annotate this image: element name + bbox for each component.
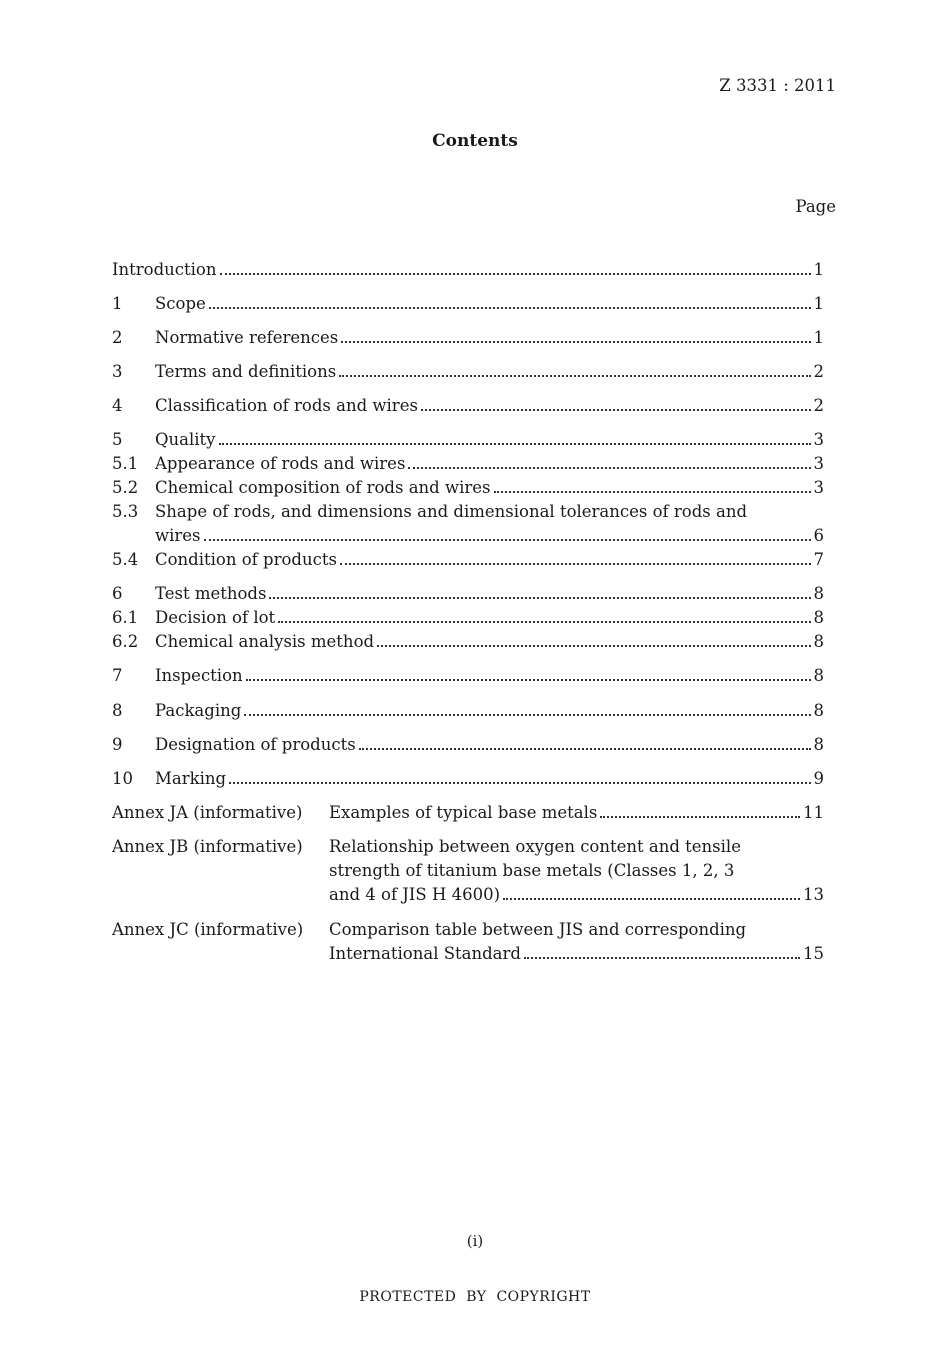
toc-entry-designation[interactable] bbox=[112, 733, 824, 757]
leader-dots bbox=[269, 597, 810, 599]
leader-dots bbox=[600, 816, 800, 818]
toc-entry-page: 3 bbox=[813, 478, 824, 497]
toc-entry-number: 5.3 bbox=[112, 502, 139, 521]
toc-entry-text: Appearance of rods and wires bbox=[155, 454, 406, 473]
toc-annex-ja[interactable] bbox=[112, 801, 824, 825]
leader-dots bbox=[421, 409, 811, 411]
toc-entry-page: 8 bbox=[813, 632, 824, 651]
toc-entry-scope[interactable] bbox=[112, 292, 824, 316]
leader-dots bbox=[246, 679, 811, 681]
leader-dots bbox=[229, 782, 810, 784]
toc-entry-number: 10 bbox=[112, 769, 133, 788]
toc-annex-jc[interactable] bbox=[112, 918, 824, 966]
toc-entry-page: 8 bbox=[813, 701, 824, 720]
toc-entry-text: Normative references bbox=[155, 328, 339, 347]
toc-entry-chemical-composition[interactable] bbox=[112, 476, 824, 500]
leader-dots bbox=[244, 714, 810, 716]
toc-entry-shape-dimensions[interactable] bbox=[112, 500, 824, 548]
page-title: Contents bbox=[432, 131, 518, 151]
toc-entry-number: 8 bbox=[112, 701, 123, 720]
copyright-notice: PROTECTED BY COPYRIGHT bbox=[359, 1289, 591, 1305]
annex-title: Relationship between oxygen content and tensile bbox=[329, 837, 741, 856]
annex-title-continued: and 4 of JIS H 4600) bbox=[329, 885, 501, 904]
toc-entry-classification[interactable] bbox=[112, 394, 824, 418]
toc-entry-text: Classification of rods and wires bbox=[155, 396, 418, 415]
toc-entry-appearance[interactable] bbox=[112, 452, 824, 476]
annex-title: Comparison table between JIS and corresponding bbox=[329, 920, 747, 939]
toc-entry-page: 2 bbox=[813, 396, 824, 415]
toc-entry-inspection[interactable] bbox=[112, 664, 824, 688]
annex-page: 11 bbox=[803, 803, 824, 822]
toc-entry-number: 6.1 bbox=[112, 608, 139, 627]
leader-dots bbox=[524, 957, 800, 959]
annex-page: 15 bbox=[803, 944, 824, 963]
toc-entry-number: 7 bbox=[112, 666, 123, 685]
page-column-label: Page bbox=[795, 197, 836, 216]
toc-entry-number: 4 bbox=[112, 396, 123, 415]
toc-entry-number: 6.2 bbox=[112, 632, 139, 651]
toc-entry-decision-of-lot[interactable] bbox=[112, 606, 824, 630]
toc-entry-text: Shape of rods, and dimensions and dimensional tolerances of rods and bbox=[155, 502, 748, 521]
toc-entry-normative-references[interactable] bbox=[112, 326, 824, 350]
toc-entry-text: Designation of products bbox=[155, 735, 356, 754]
toc-entry-condition-of-products[interactable] bbox=[112, 548, 824, 572]
toc-entry-chemical-analysis[interactable] bbox=[112, 630, 824, 654]
toc-entry-page: 2 bbox=[813, 362, 824, 381]
annex-label: Annex JC (informative) bbox=[112, 920, 304, 939]
toc-entry-page: 3 bbox=[813, 454, 824, 473]
toc-entry-text: Inspection bbox=[155, 666, 243, 685]
toc-entry-text: Test methods bbox=[155, 584, 267, 603]
toc-entry-marking[interactable] bbox=[112, 767, 824, 791]
toc-entry-quality[interactable] bbox=[112, 428, 824, 452]
leader-dots bbox=[220, 273, 811, 275]
toc-entry-packaging[interactable] bbox=[112, 699, 824, 723]
leader-dots bbox=[278, 621, 810, 623]
annex-label: Annex JA (informative) bbox=[112, 803, 303, 822]
toc-annex-jb[interactable] bbox=[112, 835, 824, 907]
toc-entry-text: Scope bbox=[155, 294, 206, 313]
annex-page: 13 bbox=[803, 885, 824, 904]
toc-entry-text: Chemical analysis method bbox=[155, 632, 375, 651]
toc-entry-page: 1 bbox=[813, 294, 824, 313]
toc-entry-text: Decision of lot bbox=[155, 608, 276, 627]
toc-entry-page: 3 bbox=[813, 430, 824, 449]
toc-entry-number: 5.1 bbox=[112, 454, 139, 473]
toc-entry-number: 2 bbox=[112, 328, 123, 347]
annex-title-continued: strength of titanium base metals (Classes 1, 2, 3 bbox=[329, 861, 735, 880]
toc-entry-page: 8 bbox=[813, 666, 824, 685]
toc-entry-test-methods[interactable] bbox=[112, 582, 824, 606]
toc-entry-text: Terms and definitions bbox=[155, 362, 337, 381]
annex-title-continued: International Standard bbox=[329, 944, 521, 963]
annex-label: Annex JB (informative) bbox=[112, 837, 303, 856]
toc-entry-number: 5.4 bbox=[112, 550, 139, 569]
leader-dots bbox=[340, 563, 811, 565]
toc-entry-page: 9 bbox=[813, 769, 824, 788]
leader-dots bbox=[359, 748, 811, 750]
page-number: (i) bbox=[466, 1232, 484, 1250]
toc-entry-number: 5 bbox=[112, 430, 123, 449]
toc-entry-page: 1 bbox=[813, 328, 824, 347]
leader-dots bbox=[503, 898, 800, 900]
toc-entry-page: 8 bbox=[813, 608, 824, 627]
leader-dots bbox=[341, 341, 810, 343]
toc-entry-number: 1 bbox=[112, 294, 123, 313]
leader-dots bbox=[339, 375, 810, 377]
leader-dots bbox=[219, 443, 811, 445]
toc-entry-page: 8 bbox=[813, 735, 824, 754]
toc-entry-introduction[interactable] bbox=[112, 258, 824, 282]
leader-dots bbox=[209, 307, 811, 309]
leader-dots bbox=[408, 467, 810, 469]
toc-entry-page: 7 bbox=[813, 550, 824, 569]
toc-entry-text-continued: wires bbox=[155, 526, 201, 545]
toc-entry-terms-and-definitions[interactable] bbox=[112, 360, 824, 384]
toc-entry-text: Packaging bbox=[155, 701, 242, 720]
toc-entry-text: Chemical composition of rods and wires bbox=[155, 478, 491, 497]
toc-entry-number: 5.2 bbox=[112, 478, 139, 497]
toc-entry-page: 8 bbox=[813, 584, 824, 603]
leader-dots bbox=[494, 491, 811, 493]
toc-entry-number: 3 bbox=[112, 362, 123, 381]
toc-entry-number: 6 bbox=[112, 584, 123, 603]
leader-dots bbox=[204, 539, 811, 541]
toc-entry-number: 9 bbox=[112, 735, 123, 754]
toc-entry-text: Condition of products bbox=[155, 550, 337, 569]
toc-entry-text: Marking bbox=[155, 769, 227, 788]
toc-entry-text: Introduction bbox=[112, 260, 217, 279]
toc-entry-text: Quality bbox=[155, 430, 216, 449]
leader-dots bbox=[377, 645, 810, 647]
toc-entry-page: 6 bbox=[813, 526, 824, 545]
toc-entry-page: 1 bbox=[813, 260, 824, 279]
document-number: Z 3331 : 2011 bbox=[719, 76, 836, 95]
annex-title: Examples of typical base metals bbox=[329, 803, 598, 822]
